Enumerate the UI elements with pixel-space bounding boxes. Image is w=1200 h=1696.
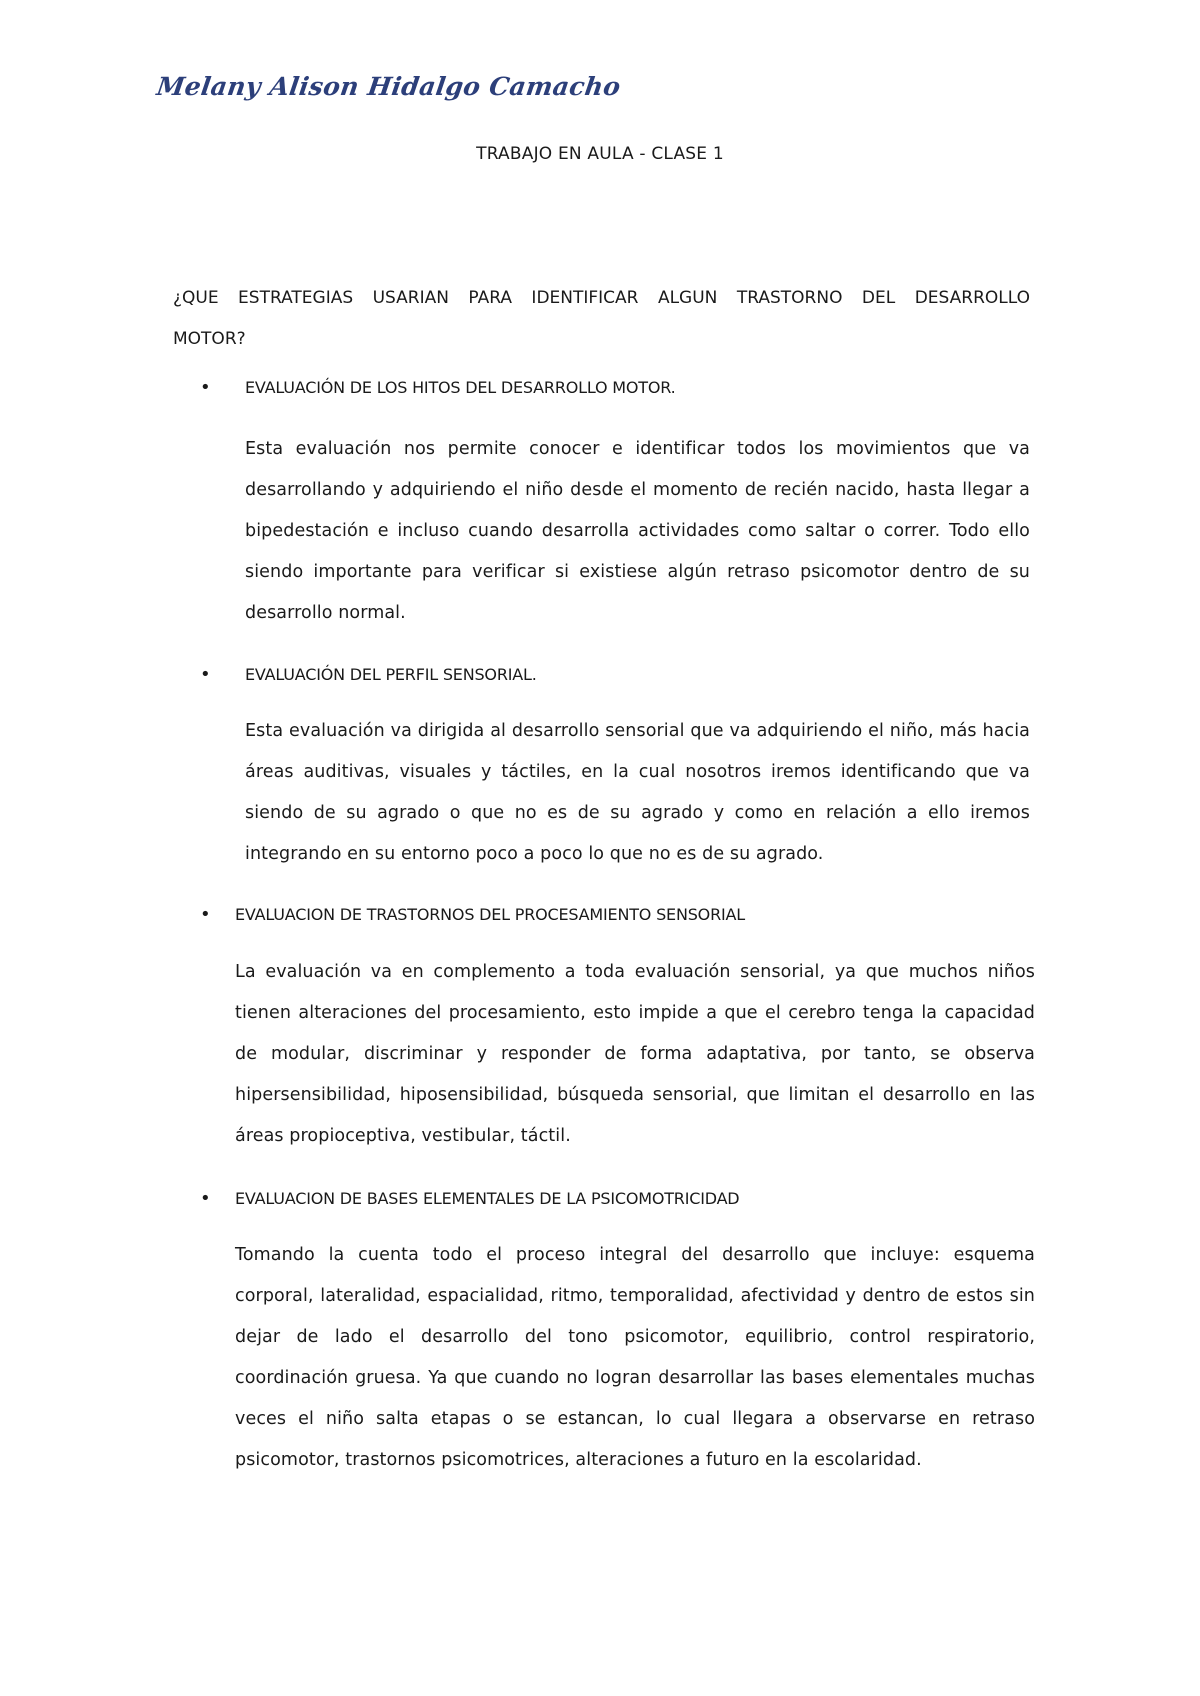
bullet-icon: •: [200, 377, 211, 398]
paragraph-line: bipedestación e incluso cuando desarrolla actividades como saltar o correr. Todo ello: [245, 521, 1030, 541]
section-paragraph: [235, 1235, 1035, 1481]
paragraph-line: siendo importante para verificar si existiese algún retraso psicomotor dentro de su: [245, 562, 1030, 582]
paragraph-line: desarrollando y adquiriendo el niño desde el momento de recién nacido, hasta llegar a: [245, 480, 1030, 500]
section-paragraph: [235, 952, 1035, 1157]
paragraph-line: Esta evaluación nos permite conocer e identificar todos los movimientos que va: [245, 439, 1030, 459]
main-question: ¿QUE ESTRATEGIAS USARIAN PARA IDENTIFICAR ALGUN TRASTORNO DEL DESARROLLO MOTOR?: [173, 288, 1030, 349]
paragraph-line: hipersensibilidad, hiposensibilidad, búsqueda sensorial, que limitan el desarrollo en las: [235, 1085, 1035, 1105]
paragraph-line: dejar de lado el desarrollo del tono psicomotor, equilibrio, control respiratorio,: [235, 1327, 1035, 1347]
paragraph-line: veces el niño salta etapas o se estancan, lo cual llegara a observarse en retraso: [235, 1409, 1035, 1429]
paragraph-line: siendo de su agrado o que no es de su agrado y como en relación a ello iremos: [245, 803, 1030, 823]
document-title: TRABAJO EN AULA - CLASE 1: [476, 144, 724, 164]
paragraph-line: La evaluación va en complemento a toda evaluación sensorial, ya que muchos niños: [235, 962, 1035, 982]
paragraph-line: áreas auditivas, visuales y táctiles, en la cual nosotros iremos identificando que va: [245, 762, 1030, 782]
bullet-icon: •: [200, 904, 211, 925]
section-paragraph: [245, 711, 1030, 875]
bullet-icon: •: [200, 664, 211, 685]
paragraph-line: psicomotor, trastornos psicomotrices, alteraciones a futuro en la escolaridad.: [235, 1450, 922, 1470]
bullet-icon: •: [200, 1188, 211, 1209]
paragraph-line: tienen alteraciones del procesamiento, esto impide a que el cerebro tenga la capacidad: [235, 1003, 1035, 1023]
section-heading: EVALUACIÓN DEL PERFIL SENSORIAL.: [245, 665, 537, 684]
paragraph-line: de modular, discriminar y responder de forma adaptativa, por tanto, se observa: [235, 1044, 1035, 1064]
paragraph-line: áreas propioceptiva, vestibular, táctil.: [235, 1126, 571, 1146]
author-name: Melany Alison Hidalgo Camacho: [154, 72, 623, 101]
paragraph-line: coordinación gruesa. Ya que cuando no logran desarrollar las bases elementales muchas: [235, 1368, 1035, 1388]
section-paragraph: [245, 429, 1030, 634]
paragraph-line: desarrollo normal.: [245, 603, 406, 623]
section-heading: EVALUACIÓN DE LOS HITOS DEL DESARROLLO MOTOR.: [245, 378, 676, 397]
section-heading: EVALUACION DE TRASTORNOS DEL PROCESAMIENTO SENSORIAL: [235, 905, 745, 924]
paragraph-line: integrando en su entorno poco a poco lo que no es de su agrado.: [245, 844, 824, 864]
section-heading: EVALUACION DE BASES ELEMENTALES DE LA PSICOMOTRICIDAD: [235, 1189, 740, 1208]
paragraph-line: Esta evaluación va dirigida al desarrollo sensorial que va adquiriendo el niño, más hacia: [245, 721, 1030, 741]
paragraph-line: corporal, lateralidad, espacialidad, ritmo, temporalidad, afectividad y dentro de estos sin: [235, 1286, 1035, 1306]
paragraph-line: Tomando la cuenta todo el proceso integral del desarrollo que incluye: esquema: [235, 1245, 1035, 1265]
